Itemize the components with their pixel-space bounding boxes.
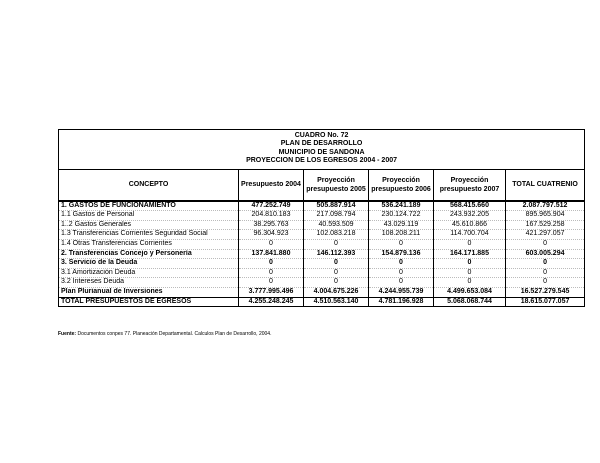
row-2006: 4.244.955.739 [369,287,434,297]
row-concept: 3. Servicio de la Deuda [59,259,239,269]
table-header-row [59,169,585,201]
row-2004: 204.810.183 [239,211,304,221]
row-total: 0 [506,239,585,249]
table-row [59,287,585,297]
row-2005: 146.112.393 [304,249,369,259]
row-concept: 1.1 Gastos de Personal [59,211,239,221]
row-2004: 0 [239,268,304,278]
row-total: 421.297.057 [506,230,585,240]
row-2004: 3.777.995.496 [239,287,304,297]
row-total: 603.005.294 [506,249,585,259]
row-2005: 0 [304,278,369,288]
row-2005: 0 [304,259,369,269]
table-row [59,239,585,249]
footnote-text: Documentos conpes 77. Planeación Departamental. Calculos Plan de Desarrollo, 2004. [76,331,272,337]
row-2005: 4.004.675.226 [304,287,369,297]
row-2006: 0 [369,259,434,269]
table-row [59,230,585,240]
row-2007: 0 [434,268,506,278]
row-2004: 96.304.923 [239,230,304,240]
source-footnote [58,331,271,337]
row-2006: 536.241.189 [369,201,434,211]
row-total: 16.527.279.545 [506,287,585,297]
row-2006: 230.124.722 [369,211,434,221]
header-2004: Presupuesto 2004 [239,169,304,201]
table-row [59,259,585,269]
row-2004: 477.252.749 [239,201,304,211]
row-total: 0 [506,268,585,278]
row-2006: 4.781.196.928 [369,297,434,307]
row-2007: 5.068.068.744 [434,297,506,307]
row-2007: 45.610.866 [434,220,506,230]
row-2004: 38.295.763 [239,220,304,230]
table-total-row [59,297,585,307]
row-2007: 114.700.704 [434,230,506,240]
row-2006: 0 [369,239,434,249]
row-total: 0 [506,278,585,288]
row-concept: 3.2 Intereses Deuda [59,278,239,288]
row-2005: 505.887.914 [304,201,369,211]
row-2007: 0 [434,239,506,249]
table-row [59,249,585,259]
row-concept: Plan Plurianual de Inversiones [59,287,239,297]
table-title-number: CUADRO No. 72 [294,132,349,139]
row-2006: 0 [369,278,434,288]
table-title-municipality: MUNICIPIO DE SANDONA [278,148,365,156]
row-2007: 243.932.205 [434,211,506,221]
row-2006: 108.208.211 [369,230,434,240]
header-2006: Proyección presupuesto 2006 [369,169,434,201]
row-2007: 0 [434,278,506,288]
table-title-block [59,130,585,170]
table-row [59,278,585,288]
row-2005: 4.510.563.140 [304,297,369,307]
row-2005: 40.593.509 [304,220,369,230]
table-row [59,268,585,278]
row-2004: 0 [239,239,304,249]
row-2007: 164.171.885 [434,249,506,259]
row-total: 2.087.797.512 [506,201,585,211]
row-2004: 4.255.248.245 [239,297,304,307]
header-total: TOTAL CUATRENIO [506,169,585,201]
row-2007: 568.415.660 [434,201,506,211]
header-2005: Proyección presupuesto 2005 [304,169,369,201]
row-total: 895.965.904 [506,211,585,221]
table-title-projection: PROYECCION DE LOS EGRESOS 2004 - 2007 [246,157,398,165]
footnote-label: Fuente: [58,331,77,337]
row-concept: 1. GASTOS DE FUNCIONAMIENTO [59,201,239,211]
row-2004: 0 [239,278,304,288]
row-concept: 3.1 Amortización Deuda [59,268,239,278]
row-2005: 102.083.218 [304,230,369,240]
table-row [59,220,585,230]
row-2006: 0 [369,268,434,278]
row-2006: 154.879.136 [369,249,434,259]
row-concept: 1.4 Otras Transferencias Corrientes [59,239,239,249]
row-2004: 0 [239,259,304,269]
header-2007: Proyección presupuesto 2007 [434,169,506,201]
row-2007: 4.499.653.084 [434,287,506,297]
row-2005: 217.098.794 [304,211,369,221]
row-2005: 0 [304,239,369,249]
row-concept: 2. Transferencias Concejo y Personería [59,249,239,259]
table-row [59,201,585,211]
row-concept: 1.3 Transferencias Corrientes Seguridad Social [59,230,239,240]
row-concept: TOTAL PRESUPUESTOS DE EGRESOS [59,297,239,307]
row-2006: 43.029.119 [369,220,434,230]
row-total: 167.529.258 [506,220,585,230]
row-2004: 137.841.880 [239,249,304,259]
row-total: 18.615.077.057 [506,297,585,307]
row-2007: 0 [434,259,506,269]
table-row [59,211,585,221]
egresos-table [58,129,585,307]
row-total: 0 [506,259,585,269]
table-title-plan: PLAN DE DESARROLLO [280,140,363,148]
row-concept: 1..2 Gastos Generales [59,220,239,230]
egresos-table-container [58,129,584,307]
header-concepto: CONCEPTO [59,169,239,201]
row-2005: 0 [304,268,369,278]
